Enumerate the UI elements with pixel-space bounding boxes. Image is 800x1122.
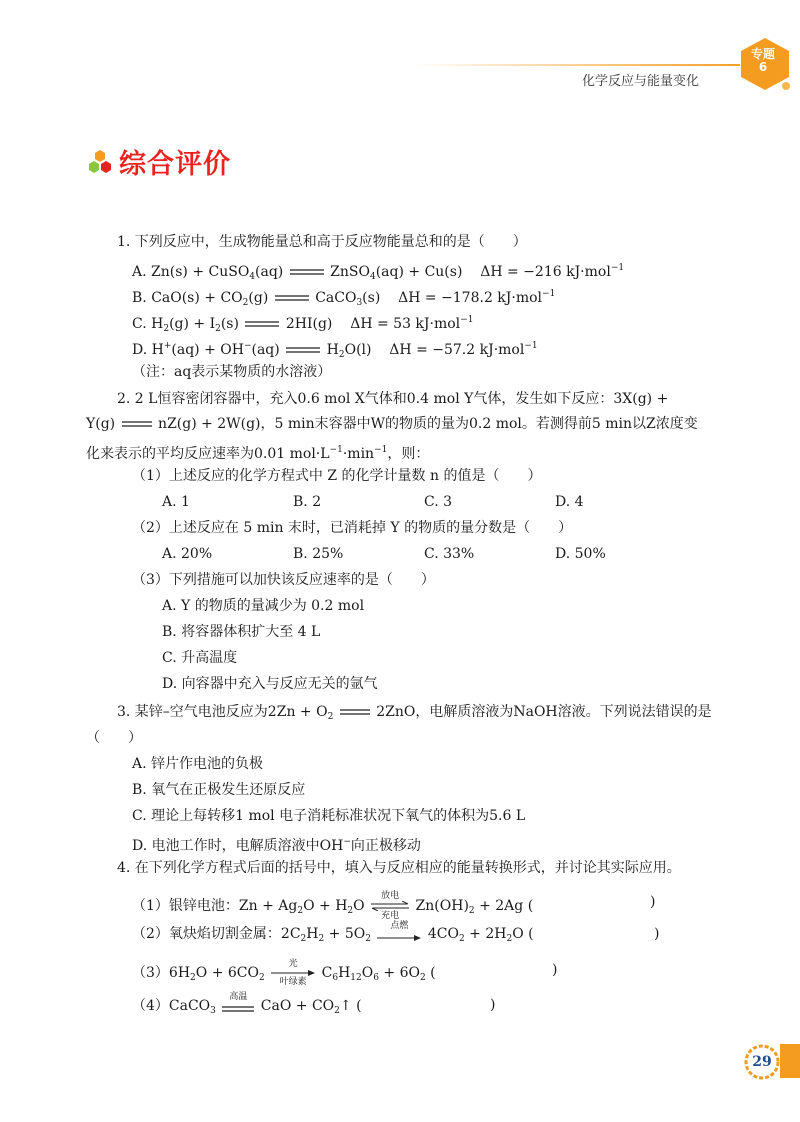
q2-part1: （1）上述反应的化学方程式中 Z 的化学计量数 n 的值是（ ） bbox=[132, 468, 542, 484]
q3-option-c: C. 理论上每转移1 mol 电子消耗标准状况下氧气的体积为5.6 L bbox=[132, 808, 526, 824]
q2-part3-option: C. 升高温度 bbox=[162, 650, 238, 666]
q2-part1-option: D. 4 bbox=[555, 494, 584, 510]
q4-answer-blank-close: ) bbox=[650, 894, 656, 910]
q4-answer-blank-close: ) bbox=[552, 962, 558, 978]
q3-line1: 3. 某锌–空气电池反应为$2Zn + O_2$ 2ZnO，电解质溶液为NaOH溶液。下列说法错误的是 bbox=[117, 704, 712, 722]
q2-part3-option: B. 将容器体积扩大至 4 L bbox=[162, 624, 321, 640]
q1-option-a: A. Zn(s) + CuSO$_4$(aq) ZnSO$_4$(aq) + Cu(s) ΔH = −216 kJ·mol$^{-1}$ bbox=[132, 263, 625, 282]
q2-part2: （2）上述反应在 5 min 末时，已消耗掉 Y 的物质的量分数是（ ） bbox=[132, 520, 573, 536]
equals-arrow-icon bbox=[243, 320, 281, 328]
q4-reaction-2: （2）氧炔焰切割金属：$2C_2H_2 + 5O_2$ 点燃 $4CO_2 + 2H_2O$ ( bbox=[132, 921, 534, 944]
q2-part1-option: A. 1 bbox=[162, 494, 190, 510]
q1-note: （注：aq表示某物质的水溶液） bbox=[132, 364, 332, 380]
equals-arrow-icon bbox=[288, 268, 326, 276]
q1-option-d: D. H+(aq) + OH−(aq) $H_2O(l)$ ΔH = −57.2 kJ·mol$^{-1}$ bbox=[132, 341, 538, 360]
q4-answer-blank-close: ) bbox=[490, 997, 496, 1013]
badge-number: 6 bbox=[758, 60, 768, 74]
q2-part3: （3）下列措施可以加快该反应速率的是（ ） bbox=[132, 572, 435, 588]
right-arrow-icon bbox=[269, 969, 317, 977]
reaction-arrow: 光 叶绿素 bbox=[269, 960, 317, 986]
equals-arrow-icon bbox=[220, 1005, 256, 1013]
q2-line1: 2. 2 L恒容密闭容器中，充入0.6 mol X气体和0.4 mol Y气体，发生如下反应：3X(g) + bbox=[117, 391, 669, 407]
q2-line3: 化来表示的平均反应速率为0.01 $mol\cdot L^{-1}\cdot\min^{-1}$，则： bbox=[86, 445, 430, 462]
header-rule bbox=[410, 64, 740, 66]
q2-part3-option: A. Y 的物质的量减少为 0.2 mol bbox=[162, 598, 365, 614]
reaction-arrow: 点燃 bbox=[375, 924, 423, 944]
reversible-arrow-icon bbox=[369, 901, 411, 911]
q2-line2: Y(g) nZ(g) + 2W(g)，5 min末容器中W的物质的量为0.2 mol。若测得前5 min以Z浓度变 bbox=[86, 416, 698, 432]
q4-answer-blank-close: ) bbox=[654, 926, 660, 942]
q2-part1-option: C. 3 bbox=[424, 494, 453, 510]
q2-part2-option: A. 20% bbox=[162, 546, 213, 562]
badge-label: 专题 bbox=[750, 47, 775, 61]
q4-reaction-3: $(3)6H_2O + 6CO_2$ 光 叶绿素 $C_6H_{12}O_6 + 6O_2$ ( bbox=[132, 959, 436, 987]
chapter-title: 化学反应与能量变化 bbox=[582, 74, 700, 89]
page-edge-bar bbox=[780, 1044, 800, 1078]
chapter-badge bbox=[743, 48, 783, 74]
reversible-arrow: 放电 充电 bbox=[369, 892, 411, 920]
q2-part2-option: B. 25% bbox=[293, 546, 344, 562]
q2-part2-option: C. 33% bbox=[424, 546, 475, 562]
equals-arrow-icon bbox=[273, 294, 311, 302]
q4-stem: 4. 在下列化学方程式后面的括号中，填入与反应相应的能量转换形式，并讨论其实际应用。 bbox=[117, 860, 681, 876]
q1-option-c: C. $H_2(g) + I_2(s)$ 2HI(g) ΔH = 53 kJ·mol$^{-1}$ bbox=[132, 315, 474, 334]
q1-stem: 1. 下列反应中，生成物能量总和高于反应物能量总和的是（ ） bbox=[117, 234, 527, 250]
q4-reaction-4: （4）CaCO$_3$ 高温 CaO + $CO_2↑$ ( bbox=[132, 992, 362, 1016]
q3-option-a: A. 锌片作电池的负极 bbox=[132, 756, 264, 772]
hexagon-cluster-icon bbox=[86, 148, 114, 176]
equals-arrow: 高温 bbox=[220, 995, 256, 1017]
equals-arrow-icon bbox=[338, 708, 372, 716]
section-title: 综合评价 bbox=[119, 149, 231, 180]
page-number: 29 bbox=[752, 1054, 772, 1070]
q2-part2-option: D. 50% bbox=[555, 546, 606, 562]
q3-line2: （ ） bbox=[86, 730, 142, 746]
equals-arrow-icon bbox=[120, 420, 154, 428]
q4-reaction-1: （1）银锌电池：$Zn + Ag_2O + H_2O$ 放电 充电 $Zn(OH)_2 + 2Ag$ ( bbox=[132, 891, 534, 921]
right-arrow-icon bbox=[375, 934, 423, 942]
q3-option-b: B. 氧气在正极发生还原反应 bbox=[132, 782, 306, 798]
q2-part3-option: D. 向容器中充入与反应无关的氩气 bbox=[162, 676, 378, 692]
q2-part1-option: B. 2 bbox=[293, 494, 322, 510]
q3-option-d: D. 电池工作时，电解质溶液中OH−向正极移动 bbox=[132, 837, 421, 854]
q1-option-b: B. $CaO(s) + CO_2(g)$ CaCO$_3$(s) ΔH = −178.2 kJ·mol$^{-1}$ bbox=[132, 289, 556, 308]
equals-arrow-icon bbox=[284, 346, 322, 354]
